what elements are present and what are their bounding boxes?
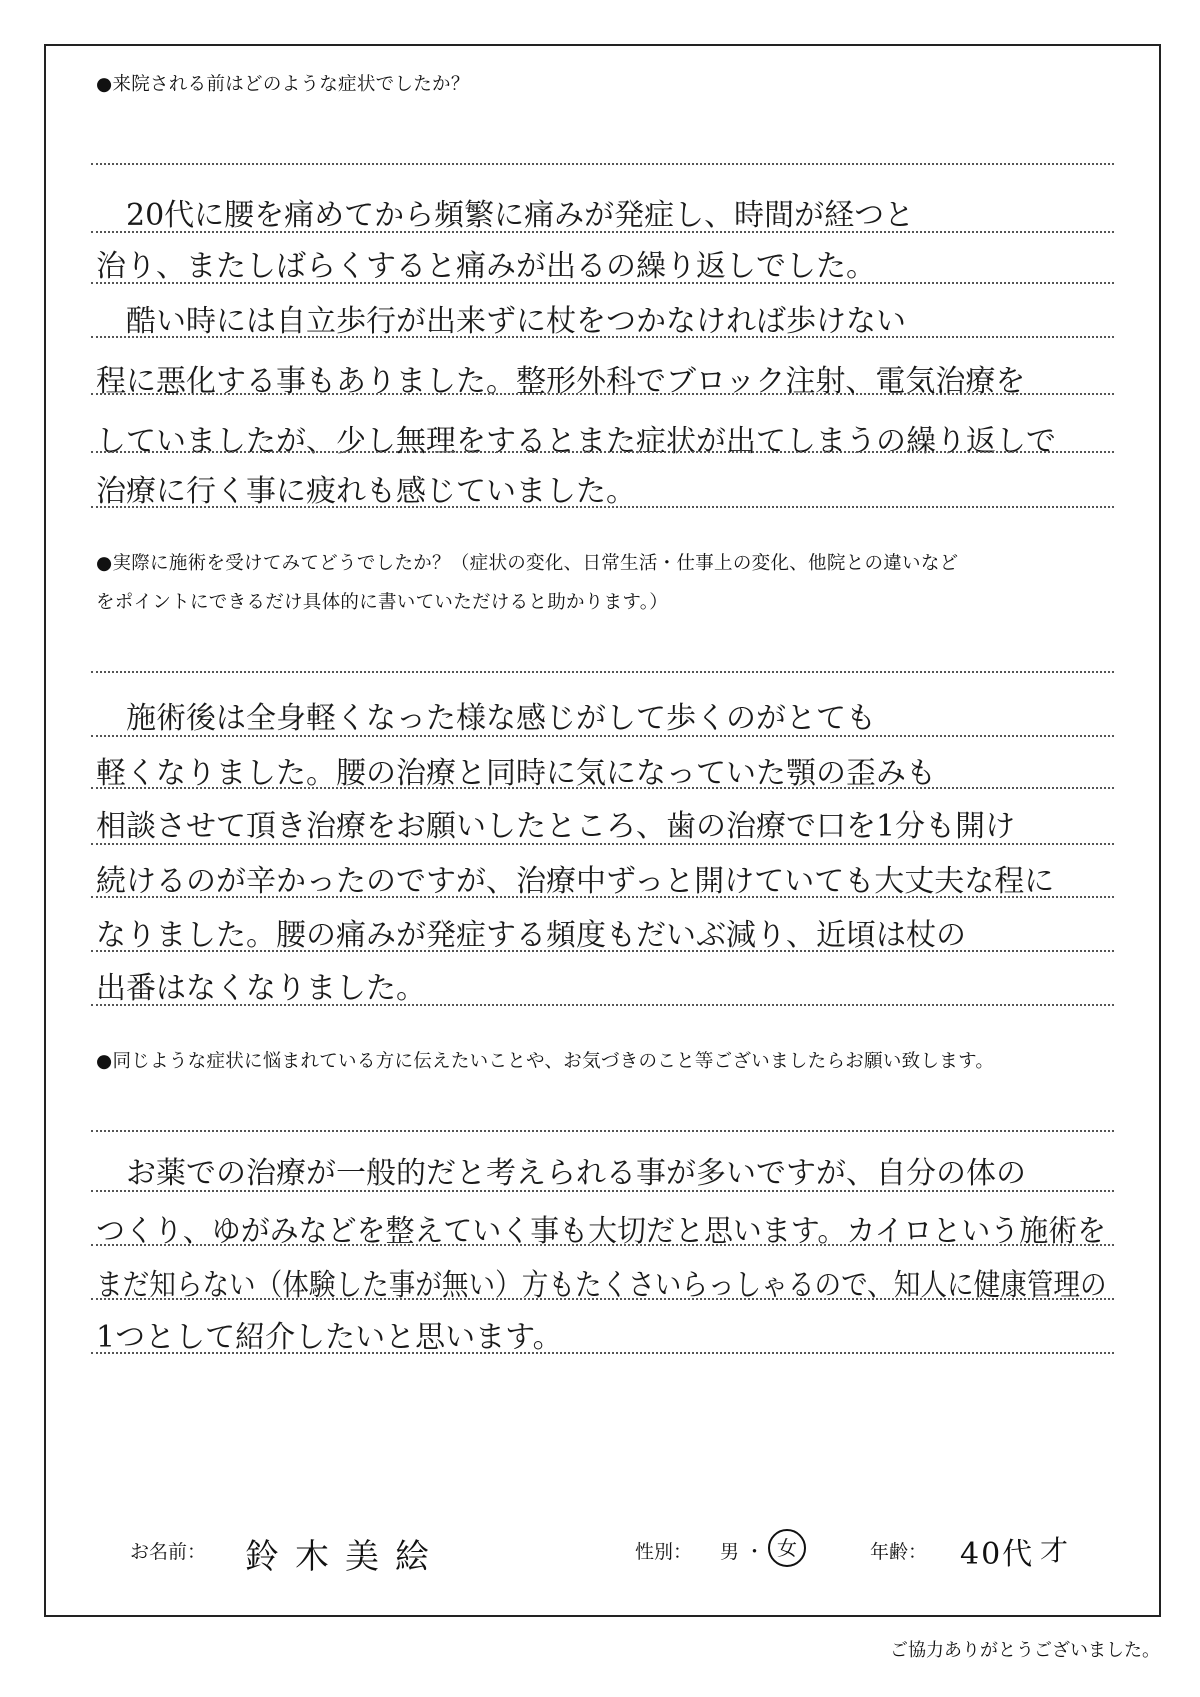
ruled-line	[91, 1352, 1114, 1354]
gender-female: 女	[768, 1529, 806, 1567]
answer-1-line: 治り、またしばらくすると痛みが出るの繰り返しでした。	[96, 249, 876, 284]
ruled-line	[91, 1190, 1114, 1192]
ruled-line	[91, 950, 1114, 952]
answer-3-line: 1つとして紹介したいと思います。	[96, 1320, 563, 1355]
answer-3-line: お薬での治療が一般的だと考えられる事が多いですが、自分の体の	[96, 1156, 1026, 1191]
ruled-line	[91, 896, 1114, 898]
ruled-line	[91, 1298, 1114, 1300]
ruled-line	[91, 336, 1114, 338]
questionnaire-sheet	[44, 44, 1161, 1617]
ruled-line	[91, 843, 1114, 845]
ruled-line	[91, 1244, 1114, 1246]
gender-male: 男	[720, 1541, 740, 1563]
question-1: ●来院される前はどのような症状でしたか？	[96, 74, 470, 95]
ruled-line	[91, 393, 1114, 395]
question-2-line-2: をポイントにできるだけ具体的に書いていただけると助かります。）	[96, 592, 669, 613]
ruled-line	[91, 1004, 1114, 1006]
question-2-line-1: ●実際に施術を受けてみてどうでしたか？（症状の変化、日常生活・仕事上の変化、他院との違いなど	[96, 553, 959, 574]
answer-1-line: 20代に腰を痛めてから頻繁に痛みが発症し、時間が経つと	[96, 198, 915, 233]
question-3: ●同じような症状に悩まれている方に伝えたいことや、お気づきのこと等ございましたらお願い致します。	[96, 1051, 995, 1072]
name-label: お名前：	[130, 1541, 207, 1563]
thanks-message: ご協力ありがとうございました。	[890, 1640, 1160, 1661]
ruled-line	[91, 163, 1114, 165]
answer-3-line: まだ知らない（体験した事が無い）方もたくさいらっしゃるので、知人に健康管理の	[96, 1268, 1107, 1303]
answer-1-line: 程に悪化する事もありました。整形外科でブロック注射、電気治療を	[96, 364, 1026, 399]
ruled-line	[91, 787, 1114, 789]
answer-2-line: 出番はなくなりました。	[96, 971, 426, 1006]
ruled-line	[91, 1130, 1114, 1132]
ruled-line	[91, 671, 1114, 673]
age-suffix: 才	[1040, 1534, 1069, 1567]
age-value: 40代	[960, 1537, 1035, 1572]
age-label: 年齢：	[870, 1541, 928, 1563]
gender-label: 性別：	[635, 1541, 693, 1563]
name-value: 鈴木美絵	[245, 1537, 445, 1577]
ruled-line	[91, 231, 1114, 233]
answer-1-line: 酷い時には自立歩行が出来ずに杖をつかなければ歩けない	[96, 304, 906, 339]
answer-2-line: 続けるのが辛かったのですが、治療中ずっと開けていても大丈夫な程に	[96, 864, 1055, 899]
answer-2-line: 相談させて頂き治療をお願いしたところ、歯の治療で口を1分も開け	[96, 809, 1016, 844]
answer-2-line: 軽くなりました。腰の治療と同時に気になっていた顎の歪みも	[96, 756, 936, 791]
answer-3-line: つくり、ゆがみなどを整えていく事も大切だと思います。カイロという施術を	[96, 1214, 1107, 1249]
answer-1-line: していましたが、少し無理をするとまた症状が出てしまうの繰り返しで	[96, 424, 1056, 459]
gender-separator: ・	[745, 1541, 765, 1563]
ruled-line	[91, 282, 1114, 284]
ruled-line	[91, 506, 1114, 508]
ruled-line	[91, 451, 1114, 453]
answer-2-line: 施術後は全身軽くなった様な感じがして歩くのがとても	[96, 701, 876, 736]
answer-1-line: 治療に行く事に疲れも感じていました。	[96, 474, 636, 509]
ruled-line	[91, 735, 1114, 737]
respondent-info	[80, 1525, 1160, 1577]
answer-2-line: なりました。腰の痛みが発症する頻度もだいぶ減り、近頃は杖の	[96, 918, 966, 953]
gender-female-circled	[768, 1529, 806, 1567]
